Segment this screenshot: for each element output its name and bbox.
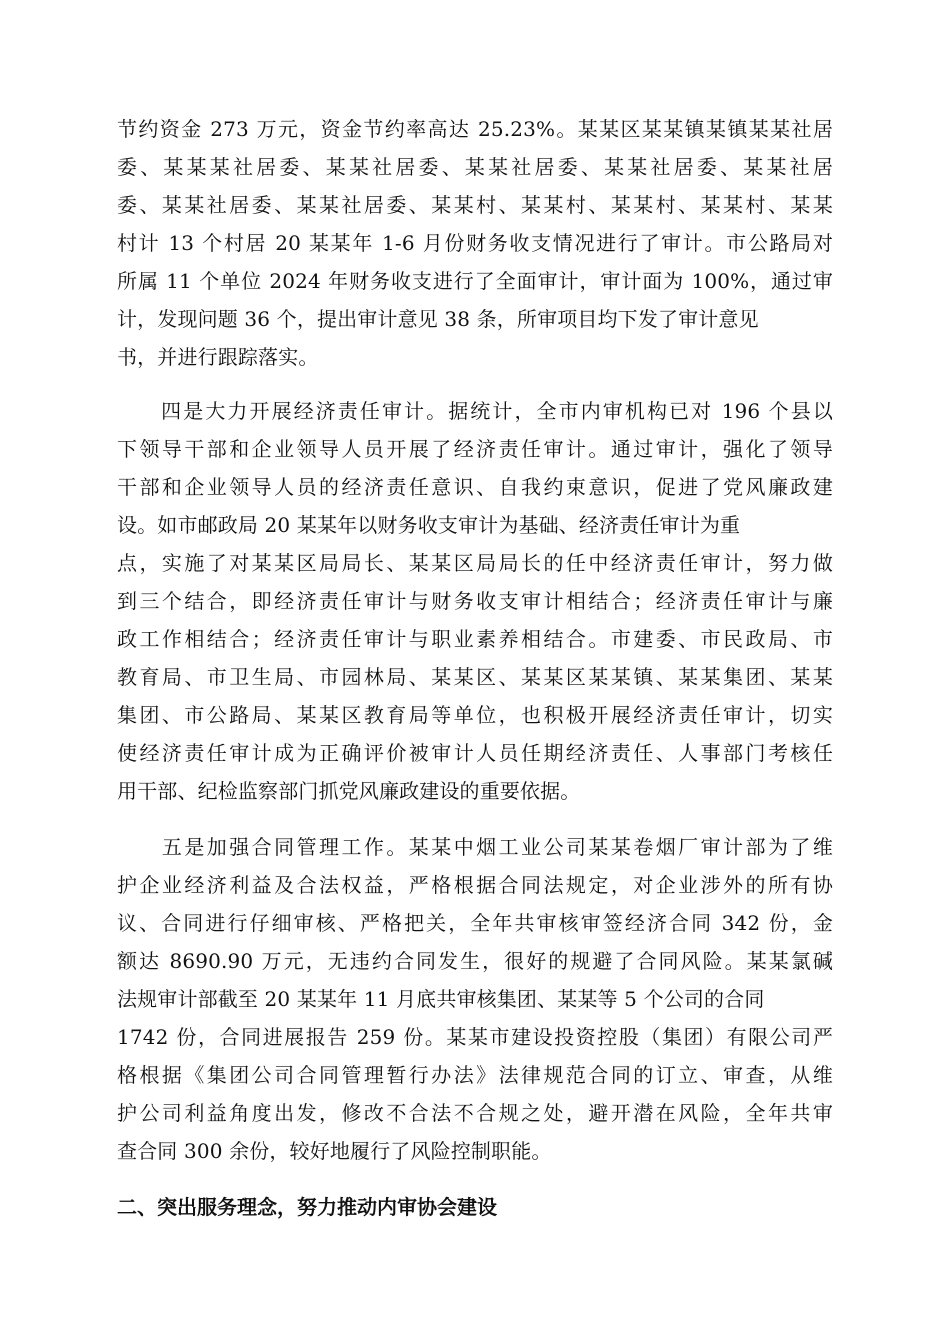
paragraph-line: 下领导干部和企业领导人员开展了经济责任审计。通过审计，强化了领导: [117, 437, 833, 461]
paragraph-2: [117, 394, 833, 808]
paragraph-line: 教育局、市卫生局、市园林局、某某区、某某区某某镇、某某集团、某某: [117, 665, 833, 689]
paragraph-line: 干部和企业领导人员的经济责任意识、自我约束意识，促进了党风廉政建: [117, 475, 833, 499]
paragraph-line: 村计 13 个村居 20 某某年 1-6 月份财务收支情况进行了审计。市公路局对: [117, 231, 833, 255]
paragraph-line: 使经济责任审计成为正确评价被审计人员任期经济责任、人事部门考核任: [117, 741, 833, 765]
paragraph-line: 格根据《集团公司合同管理暂行办法》法律规范合同的订立、审查，从维: [117, 1063, 833, 1087]
paragraph-line: 五是加强合同管理工作。某某中烟工业公司某某卷烟厂审计部为了维: [117, 835, 833, 859]
paragraph-line: 1742 份，合同进展报告 259 份。某某市建设投资控股（集团）有限公司严: [117, 1025, 833, 1049]
paragraph-line: 四是大力开展经济责任审计。据统计，全市内审机构已对 196 个县以: [117, 399, 833, 423]
section-heading: 二、突出服务理念，努力推动内审协会建设: [117, 1195, 497, 1219]
paragraph-line: 护公司利益角度出发，修改不合法不合规之处，避开潜在风险，全年共审: [117, 1101, 833, 1125]
paragraph-line: 法规审计部截至 20 某某年 11 月底共审核集团、某某等 5 个公司的合同: [117, 987, 765, 1011]
paragraph-line: 计，发现问题 36 个，提出审计意见 38 条，所审项目均下发了审计意见: [117, 307, 759, 331]
paragraph-line: 额达 8690.90 万元，无违约合同发生，很好的规避了合同风险。某某氯碱: [117, 949, 833, 973]
paragraph-line: 用干部、纪检监察部门抓党风廉政建设的重要依据。: [117, 779, 581, 803]
paragraph-1: [117, 112, 833, 374]
paragraph-line: 点，实施了对某某区局局长、某某区局局长的任中经济责任审计，努力做: [117, 551, 833, 575]
paragraph-line: 查合同 300 余份，较好地履行了风险控制职能。: [117, 1139, 552, 1163]
paragraph-line: 政工作相结合；经济责任审计与职业素养相结合。市建委、市民政局、市: [117, 627, 833, 651]
paragraph-3: [117, 830, 833, 1168]
paragraph-line: 所属 11 个单位 2024 年财务收支进行了全面审计，审计面为 100%，通过审: [117, 269, 833, 293]
paragraph-line: 护企业经济利益及合法权益，严格根据合同法规定，对企业涉外的所有协: [117, 873, 833, 897]
paragraph-line: 议、合同进行仔细审核、严格把关，全年共审核审签经济合同 342 份，金: [117, 911, 833, 935]
paragraph-line: 到三个结合，即经济责任审计与财务收支审计相结合；经济责任审计与廉: [117, 589, 833, 613]
paragraph-line: 设。如市邮政局 20 某某年以财务收支审计为基础、经济责任审计为重: [117, 513, 741, 537]
paragraph-line: 委、某某社居委、某某社居委、某某村、某某村、某某村、某某村、某某: [117, 193, 833, 217]
paragraph-line: 书，并进行跟踪落实。: [117, 345, 319, 369]
paragraph-line: 委、某某某社居委、某某社居委、某某社居委、某某社居委、某某社居: [117, 155, 833, 179]
paragraph-line: 节约资金 273 万元，资金节约率高达 25.23%。某某区某某镇某镇某某社居: [117, 117, 833, 141]
paragraph-line: 集团、市公路局、某某区教育局等单位，也积极开展经济责任审计，切实: [117, 703, 833, 727]
